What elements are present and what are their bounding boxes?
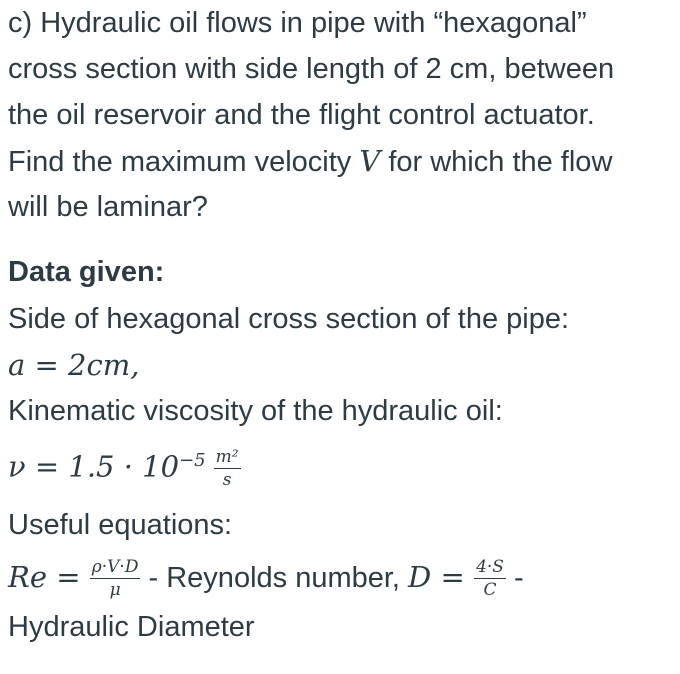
reynolds-denominator: μ: [109, 580, 121, 601]
reynolds-numerator: ρ·V·D: [91, 557, 139, 578]
hydraulic-diameter-variable: D: [408, 560, 432, 594]
reynolds-label: - Reynolds number,: [140, 562, 409, 594]
question-line-5: will be laminar?: [8, 191, 208, 223]
viscosity-unit-numerator: m²: [215, 447, 239, 467]
viscosity-value: = 1.5 · 10: [25, 449, 180, 484]
side-equals: =: [25, 348, 69, 382]
hydraulic-diameter-equals: =: [431, 560, 475, 594]
hydraulic-diameter-denominator: C: [483, 580, 497, 601]
hydraulic-diameter-numerator: 4·S: [476, 557, 504, 578]
velocity-variable: V: [359, 144, 381, 178]
question-line-4: [8, 138, 612, 185]
question-line-4-text: Find the maximum velocity: [8, 146, 360, 178]
hydraulic-diameter-label: Hydraulic Diameter: [8, 611, 255, 643]
question-line-2: cross section with side length of 2 cm, between: [8, 53, 615, 85]
side-length-formula: [8, 342, 139, 389]
useful-equations-heading: Useful equations:: [8, 509, 233, 541]
reynolds-equals: =: [47, 560, 90, 594]
side-value: 2cm,: [68, 348, 140, 382]
hydraulic-diameter-dash: -: [505, 562, 524, 594]
reynolds-fraction: [90, 559, 141, 599]
viscosity-exponent: −5: [179, 450, 206, 471]
viscosity-label: Kinematic viscosity of the hydraulic oil:: [8, 395, 503, 427]
viscosity-formula: [8, 438, 241, 491]
viscosity-unit-denominator: s: [222, 470, 232, 490]
reynolds-variable: Re: [8, 560, 47, 594]
side-length-label: Side of hexagonal cross section of the pipe:: [8, 303, 570, 335]
reynolds-formula-line: [8, 554, 524, 601]
question-line-3: the oil reservoir and the flight control actuator.: [8, 99, 595, 131]
question-line-4-rest: for which the flow: [380, 146, 613, 178]
viscosity-unit-fraction: [214, 449, 241, 489]
viscosity-variable: ν: [8, 449, 26, 484]
side-variable: a: [8, 348, 26, 382]
question-line-1: c) Hydraulic oil flows in pipe with “hexagonal”: [8, 7, 587, 39]
hydraulic-diameter-fraction: [474, 559, 506, 599]
data-given-heading: Data given:: [8, 256, 165, 288]
